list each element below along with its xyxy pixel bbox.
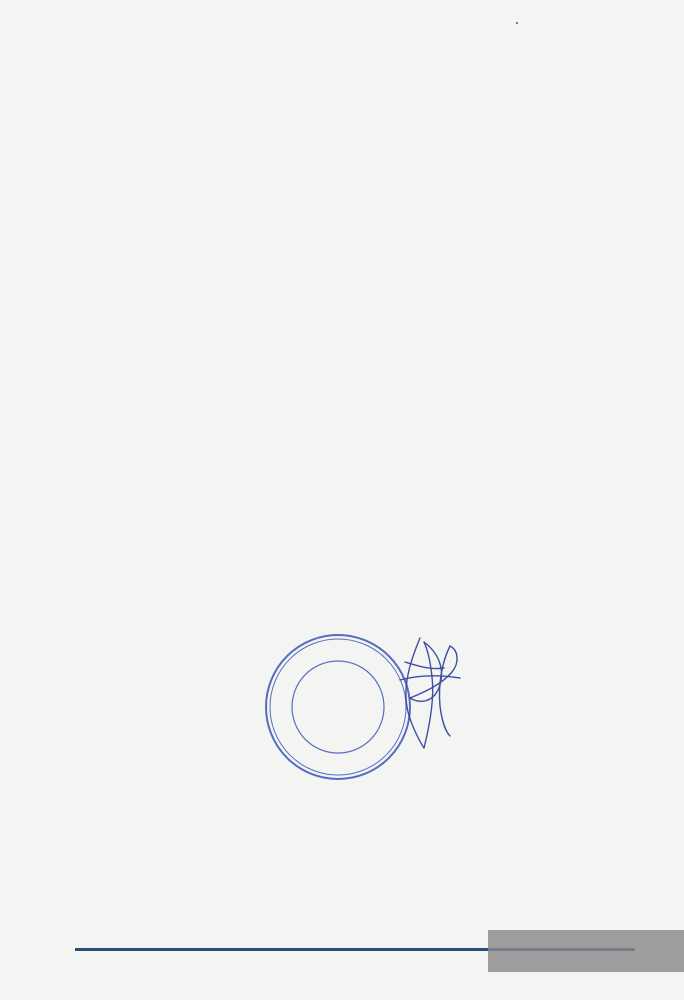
site-watermark [488,930,684,972]
handwritten-signature [380,632,470,750]
scan-speck [516,22,518,24]
